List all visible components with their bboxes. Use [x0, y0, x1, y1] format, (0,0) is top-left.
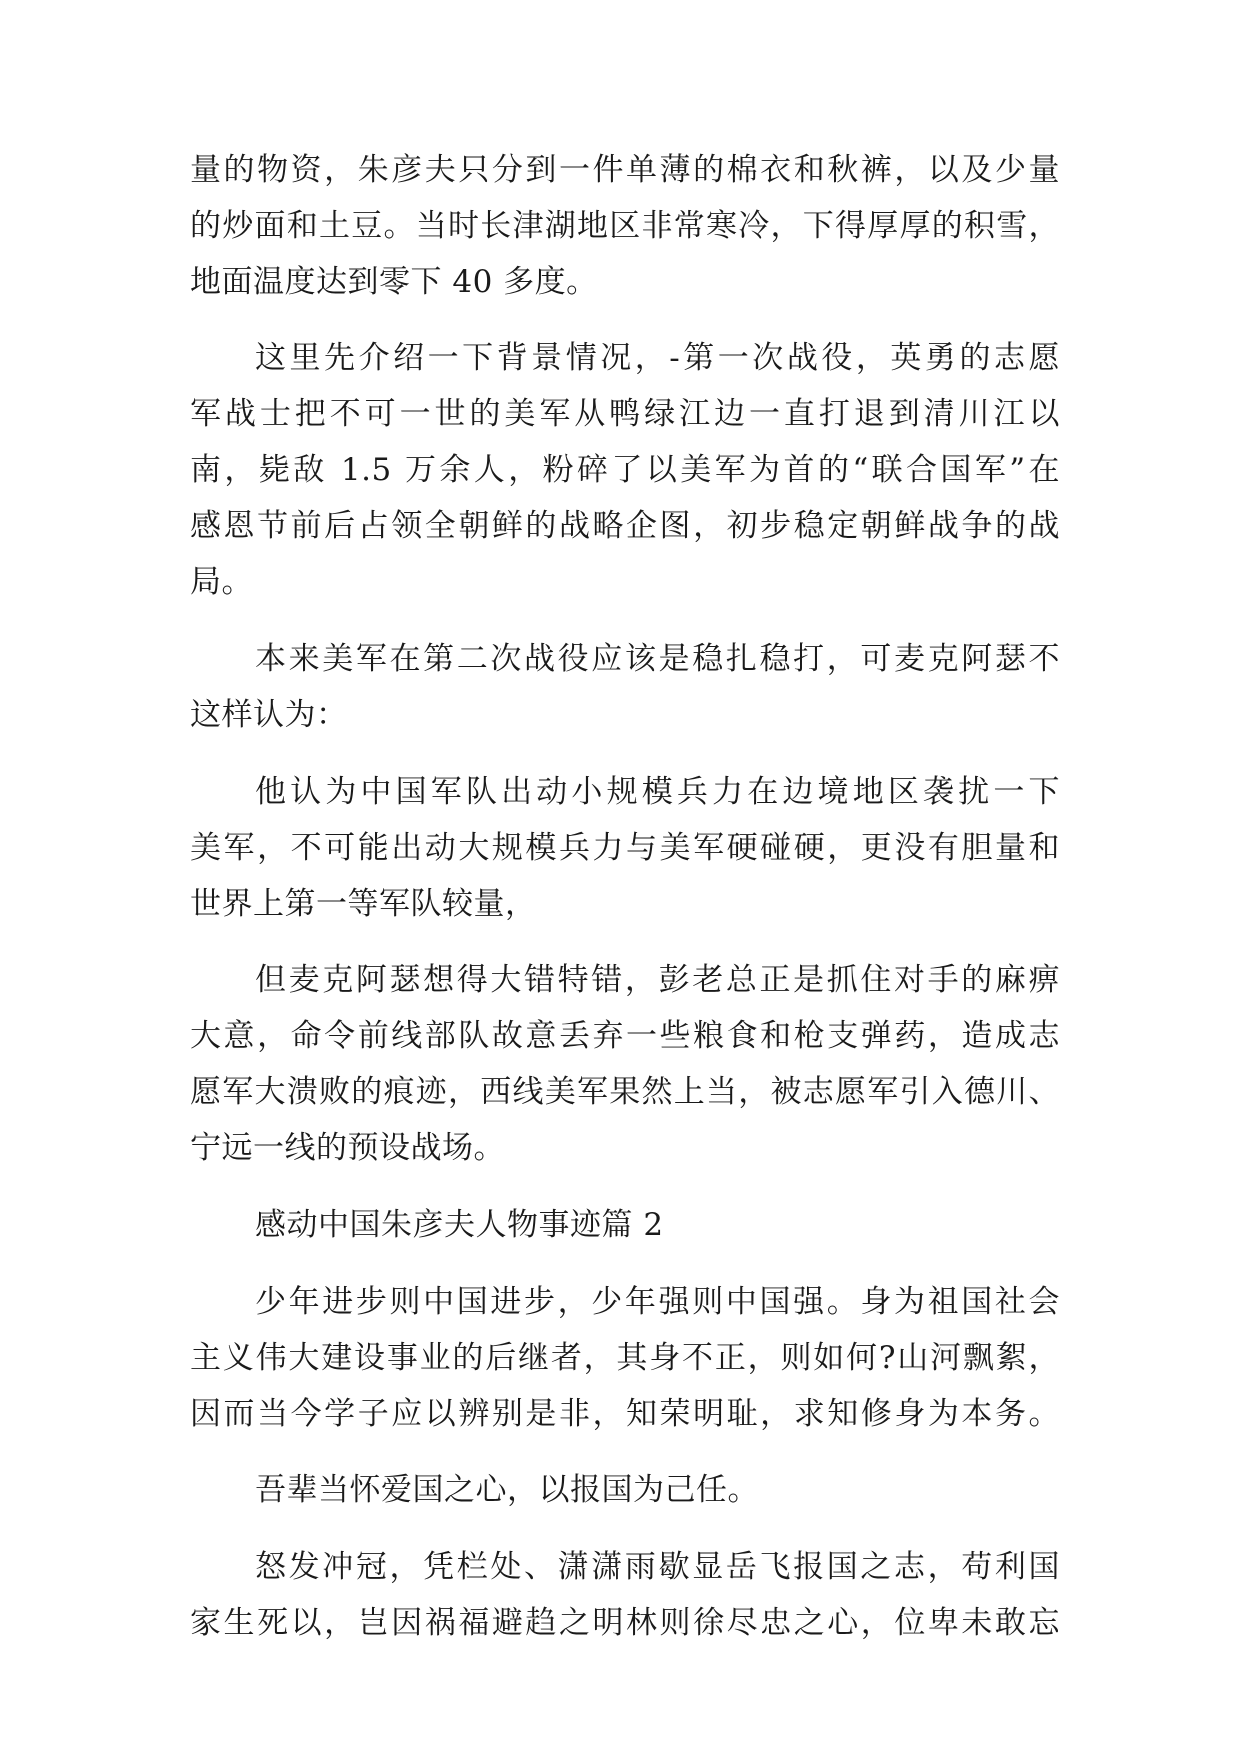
paragraph-line: 家生死以，岂因祸福避趋之明林则徐尽忠之心，位卑未敢忘 — [190, 1605, 1060, 1641]
paragraph-line: 但麦克阿瑟想得大错特错，彭老总正是抓住对手的麻痹 — [255, 962, 1060, 998]
paragraph-line: 吾辈当怀爱国之心，以报国为己任。 — [255, 1472, 759, 1508]
paragraph-line: 因而当今学子应以辨别是非，知荣明耻，求知修身为本务。 — [190, 1396, 1060, 1432]
paragraph-line: 本来美军在第二次战役应该是稳扎稳打，可麦克阿瑟不 — [255, 641, 1060, 677]
paragraph-line: 这样认为： — [190, 697, 348, 733]
paragraph-line: 主义伟大建设事业的后继者，其身不正，则如何?山河飘絮， — [190, 1340, 1060, 1376]
paragraph-line: 量的物资，朱彦夫只分到一件单薄的棉衣和秋裤，以及少量 — [190, 152, 1060, 188]
paragraph-line: 他认为中国军队出动小规模兵力在边境地区袭扰一下 — [255, 774, 1060, 810]
paragraph-line: 的炒面和土豆。当时长津湖地区非常寒冷，下得厚厚的积雪， — [190, 208, 1060, 244]
paragraph-line: 少年进步则中国进步，少年强则中国强。身为祖国社会 — [255, 1284, 1060, 1320]
paragraph-line: 美军，不可能出动大规模兵力与美军硬碰硬，更没有胆量和 — [190, 830, 1060, 866]
paragraph-line: 大意，命令前线部队故意丢弃一些粮食和枪支弹药，造成志 — [190, 1018, 1060, 1054]
paragraph-line: 愿军大溃败的痕迹，西线美军果然上当，被志愿军引入德川、 — [190, 1074, 1060, 1110]
paragraph-line: 怒发冲冠，凭栏处、潇潇雨歇显岳飞报国之志，苟利国 — [255, 1549, 1060, 1585]
paragraph-line: 感恩节前后占领全朝鲜的战略企图，初步稳定朝鲜战争的战 — [190, 508, 1060, 544]
section-heading: 感动中国朱彦夫人物事迹篇 2 — [255, 1207, 664, 1243]
paragraph-line: 地面温度达到零下 40 多度。 — [190, 264, 598, 300]
paragraph-line: 世界上第一等军队较量， — [190, 886, 537, 922]
paragraph-line: 南，毙敌 1.5 万余人，粉碎了以美军为首的“联合国军”在 — [190, 452, 1060, 488]
paragraph-line: 这里先介绍一下背景情况，-第一次战役，英勇的志愿 — [255, 340, 1060, 376]
paragraph-line: 局。 — [190, 564, 253, 600]
paragraph-line: 军战士把不可一世的美军从鸭绿江边一直打退到清川江以 — [190, 396, 1060, 432]
paragraph-line: 宁远一线的预设战场。 — [190, 1130, 505, 1166]
